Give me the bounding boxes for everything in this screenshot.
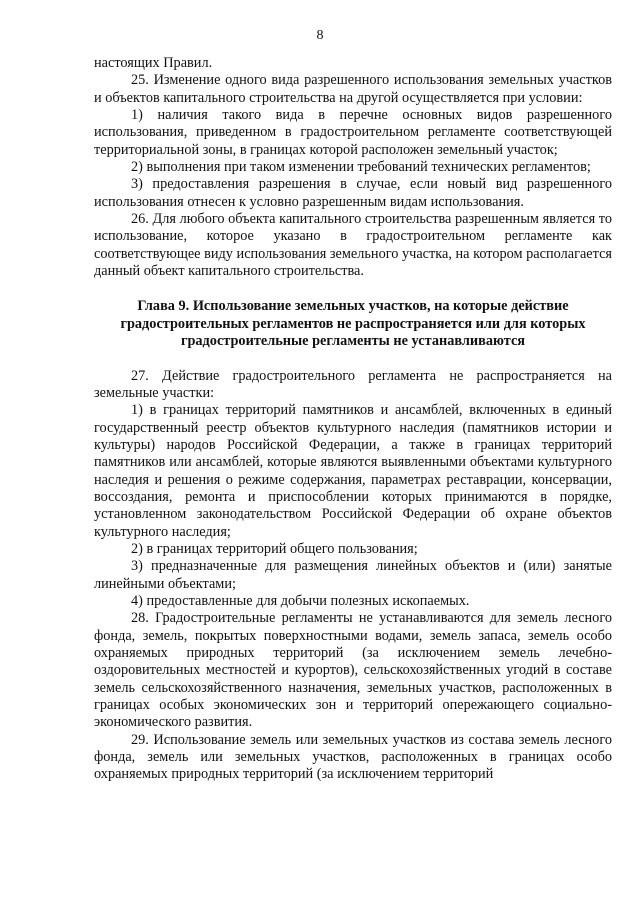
page-number: 8 [316, 28, 324, 43]
paragraphs-after-heading [94, 368, 612, 784]
paragraph: 2) выполнения при таком изменении требований технических регламентов; [131, 159, 591, 176]
paragraph: 1) наличия такого вида в перечне основных видов разрешенного использования, приведенном в градостроительном регламенте соответствующей территориальной зоны, в границах которой расположен земельный участок; [94, 107, 612, 158]
paragraph: 3) предоставления разрешения в случае, если новый вид разрешенного использования отнесен к условно разрешенным видам использования. [94, 176, 612, 210]
paragraph: настоящих Правил. [94, 55, 213, 71]
paragraph: 25. Изменение одного вида разрешенного использования земельных участков и объектов капитального строительства на другой осуществляется при условии: [94, 72, 612, 106]
paragraph: 28. Градостроительные регламенты не устанавливаются для земель лесного фонда, земель, покрытых поверхностными водами, земель запаса, земель особо охраняемых природных территорий (за исключением земель лечебно-оздоровительных местностей и курортов), сельскохозяйственных угодий в составе земель сельскохозяйственного назначения, земельных участков, расположенных в границах особых экономических зон и территорий опережающего социально-экономического развития. [94, 610, 612, 731]
paragraph: 26. Для любого объекта капитального строительства разрешенным является то использование, которое указано в градостроительном регламенте как соответствующее виду использования земельного участка, на котором располагается данный объект капитального строительства. [94, 211, 612, 280]
paragraph: 4) предоставленные для добычи полезных ископаемых. [131, 592, 470, 609]
document-body [94, 55, 612, 784]
paragraph: 29. Использование земель или земельных участков из состава земель лесного фонда, земель или земельных участков, расположенных в границах особо охраняемых природных территорий (за исключением территорий [94, 731, 612, 783]
paragraphs-before-heading [94, 55, 612, 280]
paragraph: 3) предназначенные для размещения линейных объектов и (или) занятые линейными объектами; [94, 558, 612, 592]
chapter-heading: Глава 9. Использование земельных участков, на которые действие градостроительных регламентов не распространяется или для которых градостроительные регламенты не устанавливаются [120, 298, 586, 350]
paragraph: 27. Действие градостроительного регламента не распространяется на земельные участки: [94, 367, 612, 401]
paragraph: 2) в границах территорий общего пользования; [131, 540, 418, 557]
paragraph: 1) в границах территорий памятников и ансамблей, включенных в единый государственный реестр объектов культурного наследия (памятников истории и культуры) народов Российской Федерации, а также в границах территорий памятников или ансамблей, которые являются выявленными объектами культурного наследия и решения о режиме содержания, параметрах реставрации, консервации, воссоздания, ремонта и приспособлении которых принимаются в порядке, установленном законодательством Российской Федерации об охране объектов культурного наследия; [94, 402, 612, 540]
